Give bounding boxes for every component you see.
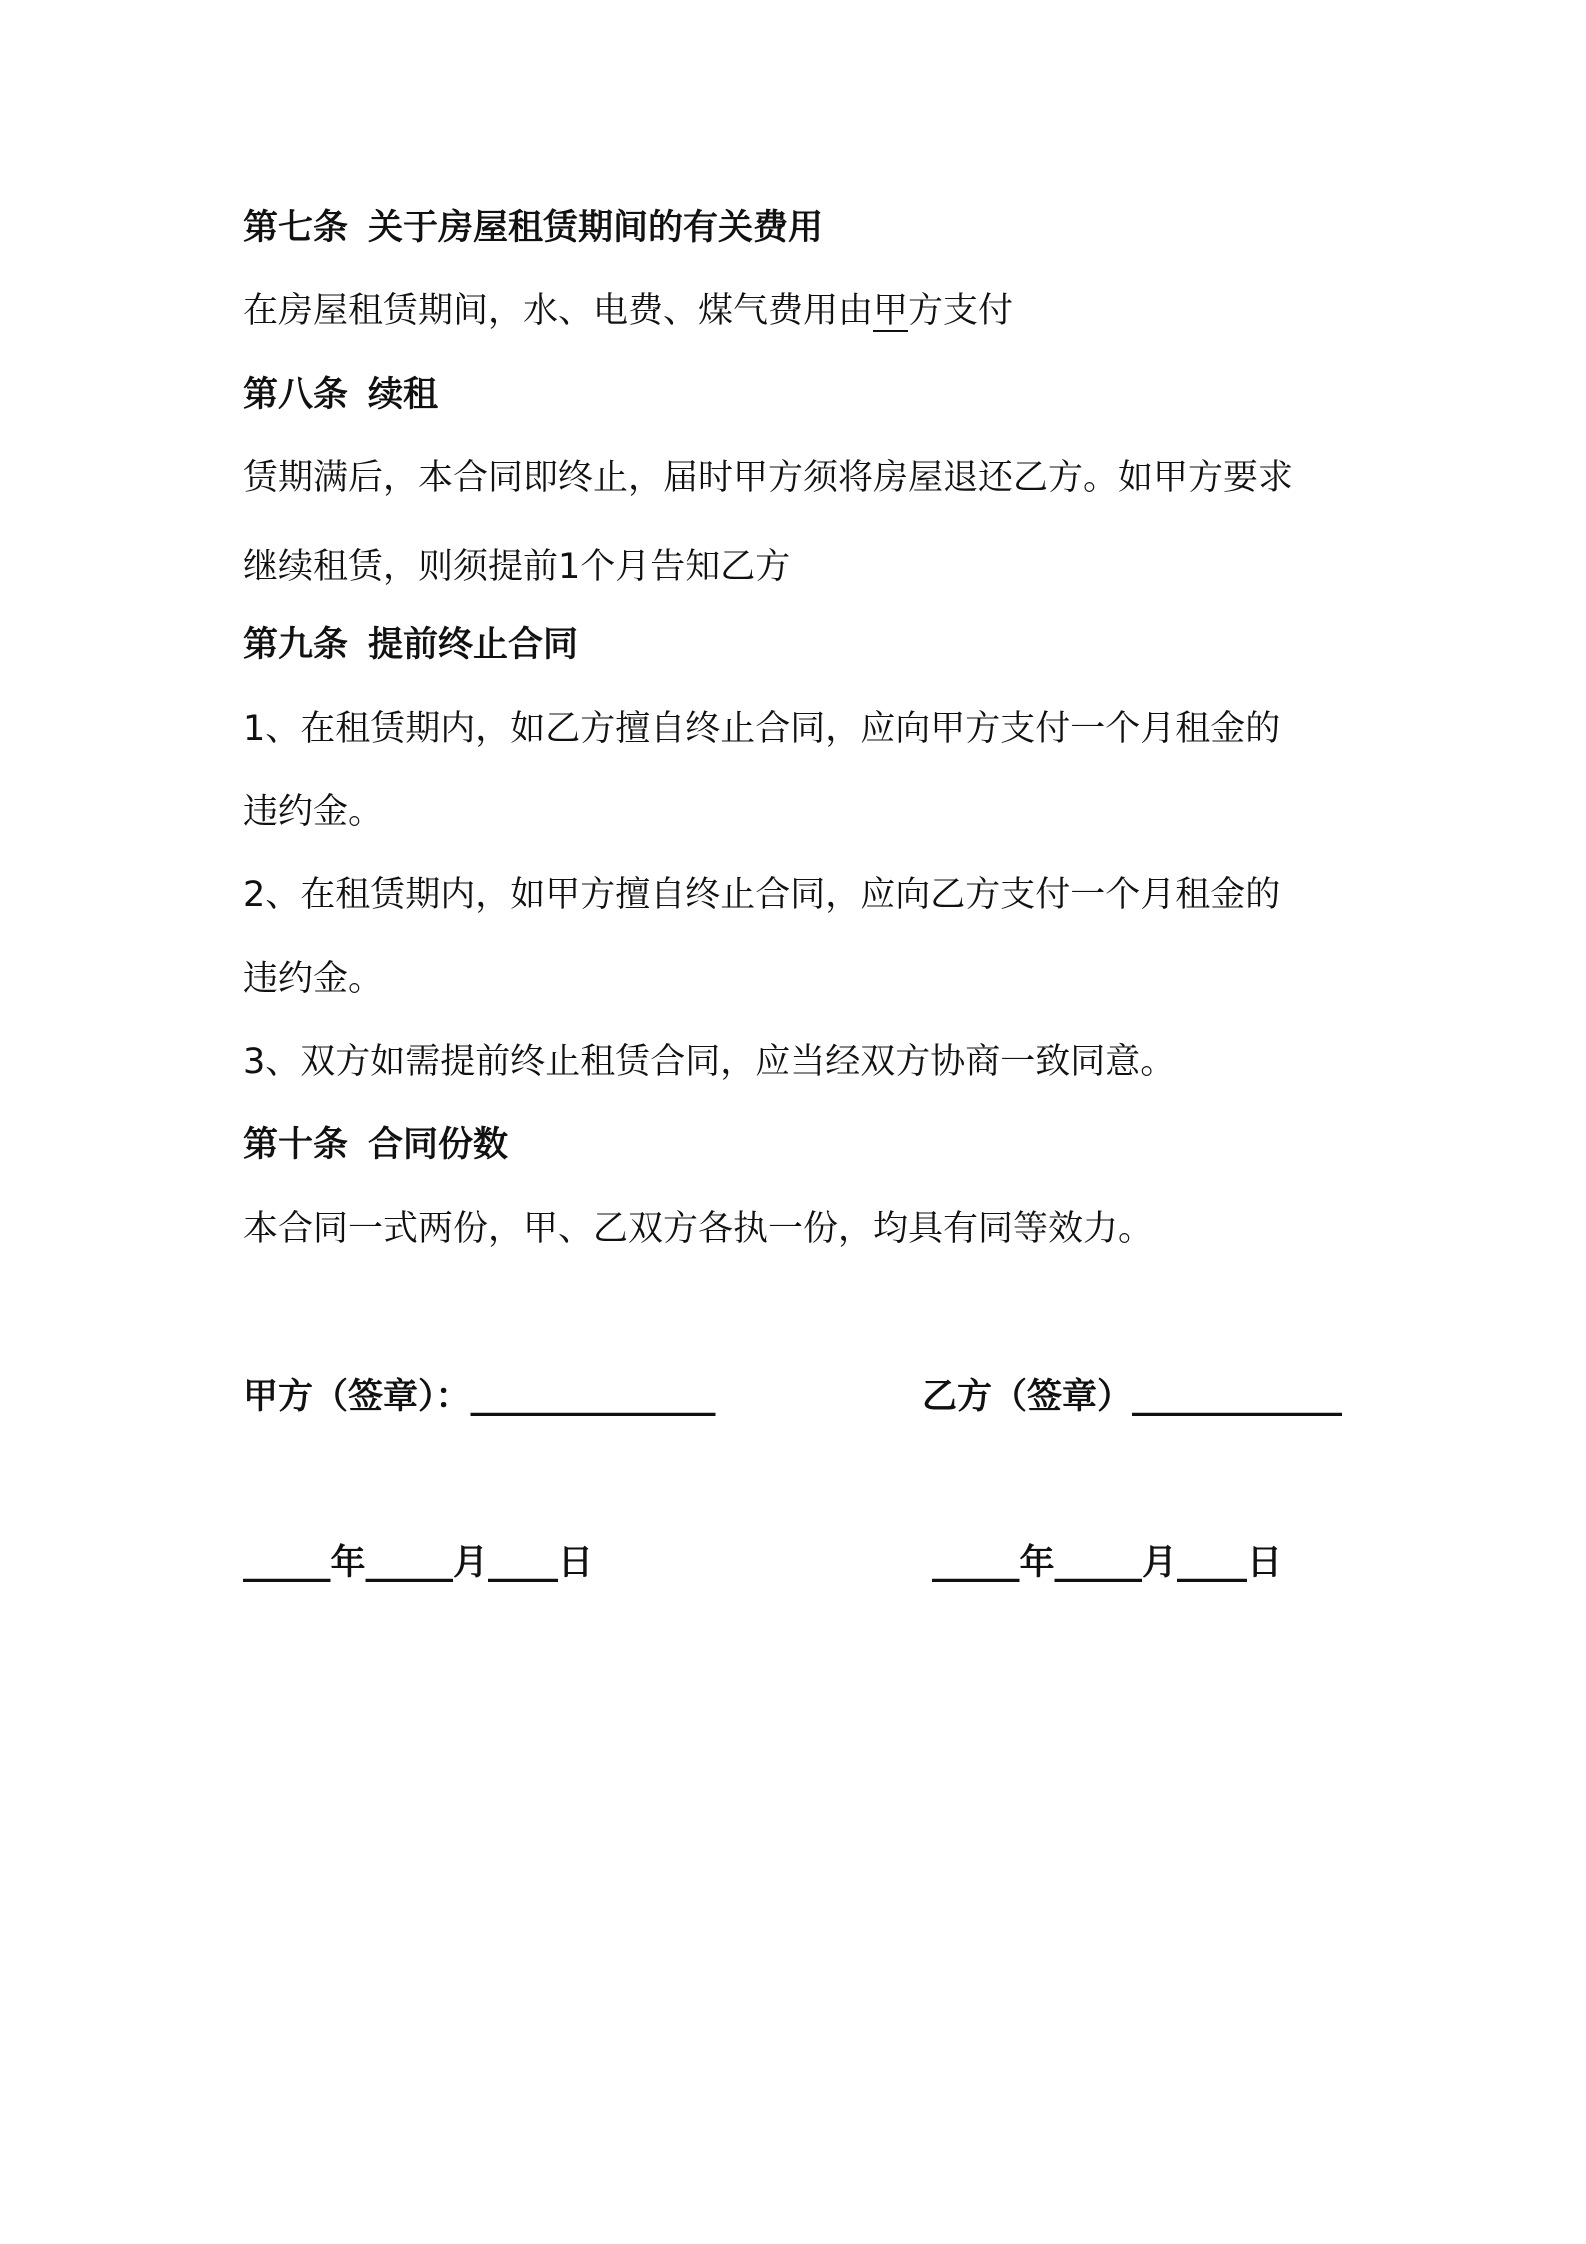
party-b-signature: 乙方（签章）____________ xyxy=(922,1377,1343,1417)
article-7-heading xyxy=(243,206,823,250)
article-9-item-1-line-2: 违约金。 xyxy=(243,792,384,832)
article-9-item-2-line-2: 违约金。 xyxy=(243,959,384,999)
article-8-title: 续租 xyxy=(368,375,439,415)
article-9-heading xyxy=(243,623,578,667)
article-8-body-line-1: 赁期满后，本合同即终止，届时甲方须将房屋退还乙方。如甲方要求 xyxy=(243,458,1294,498)
article-8-heading xyxy=(243,373,438,417)
article-7-number: 第七条 xyxy=(243,208,349,248)
article-9-number: 第九条 xyxy=(243,625,349,665)
party-a-date: _____年_____月____日 xyxy=(243,1543,594,1583)
party-a-signature: 甲方（签章）：______________ xyxy=(243,1377,716,1417)
article-9-title: 提前终止合同 xyxy=(368,625,579,665)
article-7-body-underlined: 甲 xyxy=(873,291,909,331)
article-9-item-2-line-1: 2、在租赁期内，如甲方擅自终止合同，应向乙方支付一个月租金的 xyxy=(243,875,1281,915)
article-10-number: 第十条 xyxy=(243,1125,349,1165)
article-10-body: 本合同一式两份，甲、乙双方各执一份，均具有同等效力。 xyxy=(243,1209,1154,1249)
article-8-body-line-2: 继续租赁，则须提前1个月告知乙方 xyxy=(243,547,791,587)
article-7-title: 关于房屋租赁期间的有关费用 xyxy=(368,208,824,248)
article-7-body-post: 方支付 xyxy=(908,291,1014,331)
article-7-body xyxy=(243,289,1013,333)
article-8-number: 第八条 xyxy=(243,375,349,415)
article-9-item-1-line-1: 1、在租赁期内，如乙方擅自终止合同，应向甲方支付一个月租金的 xyxy=(243,709,1281,749)
article-10-heading xyxy=(243,1123,508,1167)
article-7-body-pre: 在房屋租赁期间，水、电费、煤气费用由 xyxy=(243,291,874,331)
article-9-item-3: 3、双方如需提前终止租赁合同，应当经双方协商一致同意。 xyxy=(243,1042,1176,1082)
article-10-title: 合同份数 xyxy=(368,1125,509,1165)
party-b-date: _____年_____月____日 xyxy=(932,1543,1283,1583)
